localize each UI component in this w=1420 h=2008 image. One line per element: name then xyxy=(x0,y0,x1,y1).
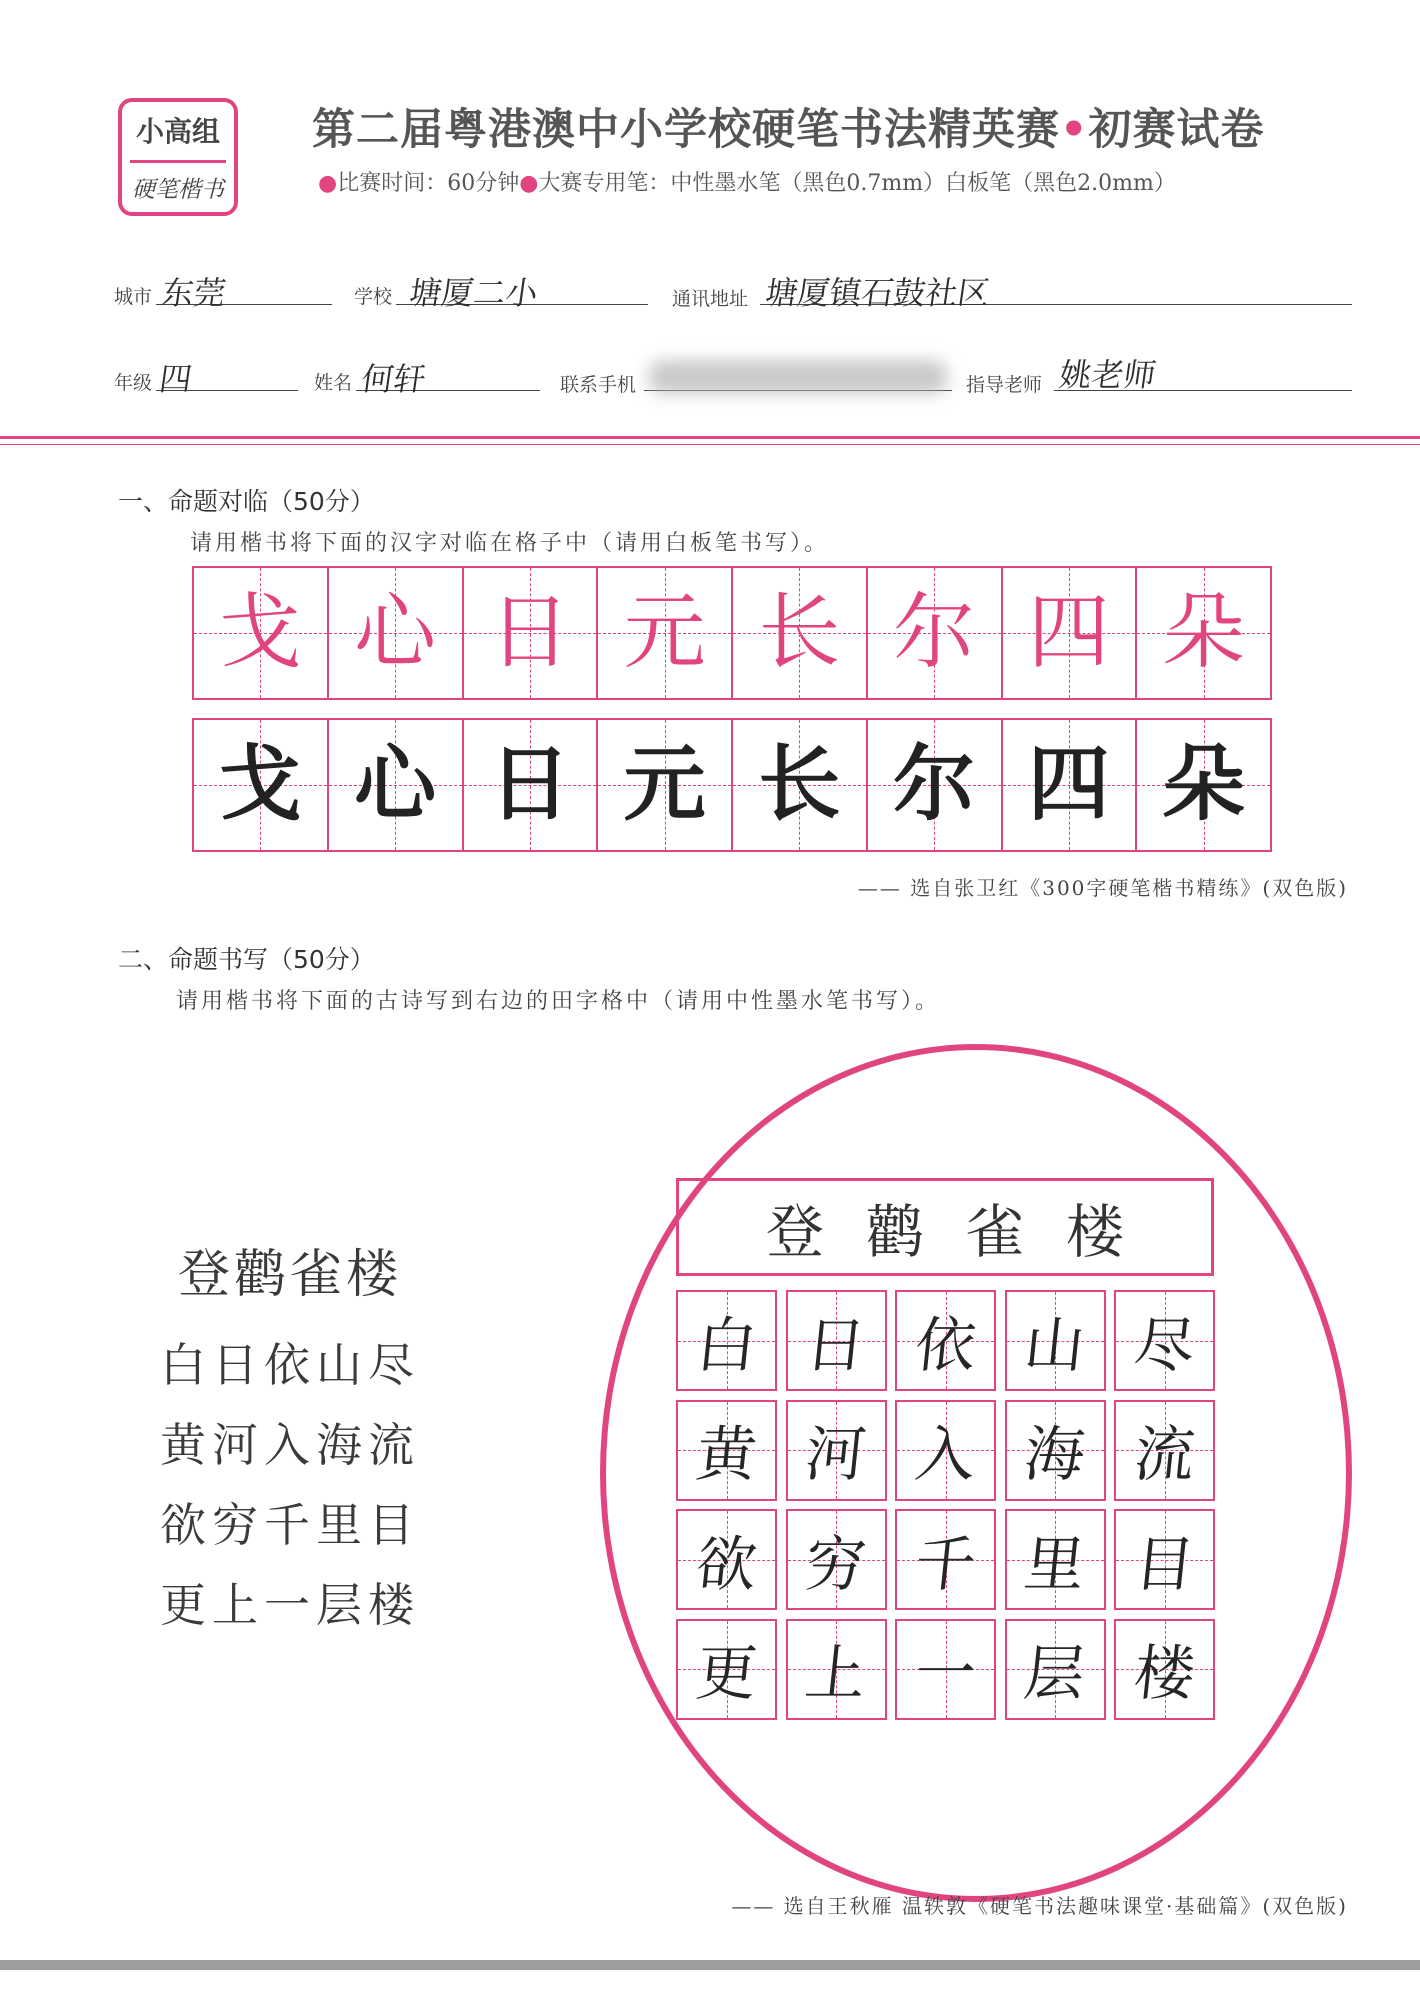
answer-cell[interactable] xyxy=(895,1290,996,1391)
character: 千 xyxy=(911,1529,979,1600)
character: 日 xyxy=(488,585,571,680)
student-cell[interactable] xyxy=(1137,720,1270,850)
address-label: 通讯地址 xyxy=(672,288,749,310)
character: 戈 xyxy=(219,585,302,680)
answer-cell[interactable] xyxy=(786,1619,887,1720)
section1-source: —— 选自张卫红《300字硬笔楷书精练》(双色版) xyxy=(857,876,1348,900)
school-label: 学校 xyxy=(354,286,393,308)
student-cell[interactable] xyxy=(868,720,1003,850)
grade-field[interactable]: 四 xyxy=(157,360,195,398)
footer-bar xyxy=(0,1960,1420,1970)
character: 入 xyxy=(911,1420,979,1490)
section1-heading: 一、命题对临（50分） xyxy=(118,487,375,516)
character: 海 xyxy=(1020,1420,1089,1490)
teacher-label: 指导老师 xyxy=(966,374,1043,396)
character: 一 xyxy=(911,1639,979,1709)
answer-cell[interactable] xyxy=(1005,1619,1106,1720)
poem-line: 欲穷千里目 xyxy=(160,1498,420,1552)
student-cell[interactable] xyxy=(329,720,464,850)
answer-cell[interactable] xyxy=(1114,1290,1215,1391)
model-cell[interactable] xyxy=(598,568,733,698)
section2-source: —— 选自王秋雁 温轶敦《硬笔书法趣味课堂·基础篇》(双色版) xyxy=(731,1894,1348,1918)
model-cell[interactable] xyxy=(733,568,868,698)
character: 元 xyxy=(623,737,706,832)
answer-cell[interactable] xyxy=(1114,1509,1215,1610)
model-cell[interactable] xyxy=(329,568,464,698)
poem-line: 黄河入海流 xyxy=(160,1418,420,1472)
character: 长 xyxy=(758,585,841,680)
bullet-icon: ● xyxy=(318,171,338,196)
page-title xyxy=(312,96,1264,157)
character: 戈 xyxy=(219,737,302,832)
answer-title-char: 雀 xyxy=(966,1198,1025,1266)
city-label: 城市 xyxy=(114,286,153,308)
answer-title-char: 鹳 xyxy=(865,1198,924,1266)
character: 里 xyxy=(1020,1529,1089,1600)
character: 上 xyxy=(801,1639,870,1709)
answer-cell[interactable] xyxy=(786,1400,887,1501)
answer-cell[interactable] xyxy=(676,1619,777,1720)
character: 河 xyxy=(801,1420,870,1490)
answer-title-box[interactable] xyxy=(676,1178,1214,1276)
grade-label: 年级 xyxy=(114,372,153,394)
answer-title-char: 登 xyxy=(765,1198,824,1266)
section2-instruction: 请用楷书将下面的古诗写到右边的田字格中（请用中性墨水笔书写）。 xyxy=(176,989,941,1014)
character: 心 xyxy=(354,585,437,680)
poem-model xyxy=(160,1232,480,1649)
section2-heading: 二、命题书写（50分） xyxy=(118,945,375,974)
poem-lines xyxy=(160,1329,480,1635)
student-cell[interactable] xyxy=(194,720,329,850)
answer-cell[interactable] xyxy=(1005,1290,1106,1391)
school-field[interactable]: 塘厦二小 xyxy=(407,274,541,312)
student-cell[interactable] xyxy=(733,720,868,850)
character: 层 xyxy=(1020,1639,1089,1709)
title-main: 第二届粤港澳中小学校硬笔书法精英赛 xyxy=(312,105,1060,155)
character: 尽 xyxy=(1130,1310,1198,1381)
character: 山 xyxy=(1020,1310,1089,1381)
character: 白 xyxy=(692,1310,760,1381)
title-dot: • xyxy=(1060,105,1089,155)
badge-group: 小高组 xyxy=(135,115,220,148)
category-badge xyxy=(118,98,238,216)
character: 日 xyxy=(488,737,571,832)
character: 黄 xyxy=(692,1420,760,1490)
model-cell[interactable] xyxy=(464,568,599,698)
student-cell[interactable] xyxy=(464,720,599,850)
student-row xyxy=(192,718,1272,852)
character: 长 xyxy=(758,737,841,832)
name-label: 姓名 xyxy=(314,372,353,394)
model-row xyxy=(192,566,1272,700)
character: 楼 xyxy=(1130,1639,1198,1709)
bullet-icon: ● xyxy=(519,171,539,196)
time-text: 比赛时间：60分钟 xyxy=(337,171,520,196)
character: 朵 xyxy=(1162,585,1245,680)
character: 流 xyxy=(1130,1420,1198,1490)
exam-rules xyxy=(318,166,1176,197)
city-field[interactable]: 东莞 xyxy=(159,274,229,312)
title-suffix: 初赛试卷 xyxy=(1088,105,1265,155)
badge-style: 硬笔楷书 xyxy=(132,176,224,203)
character: 欲 xyxy=(692,1529,760,1600)
answer-title-char: 楼 xyxy=(1066,1198,1125,1266)
answer-cell[interactable] xyxy=(676,1290,777,1391)
character: 穷 xyxy=(801,1529,870,1600)
address-field[interactable]: 塘厦镇石鼓社区 xyxy=(763,274,993,312)
student-cell[interactable] xyxy=(1003,720,1138,850)
answer-cell[interactable] xyxy=(1005,1400,1106,1501)
poem-line: 更上一层楼 xyxy=(160,1578,420,1632)
answer-cell[interactable] xyxy=(895,1509,996,1610)
answer-cell[interactable] xyxy=(895,1619,996,1720)
character: 四 xyxy=(1027,585,1110,680)
answer-cell[interactable] xyxy=(786,1509,887,1610)
answer-cell[interactable] xyxy=(1114,1619,1215,1720)
character: 四 xyxy=(1027,737,1110,832)
header-divider xyxy=(0,436,1420,439)
character: 朵 xyxy=(1162,737,1245,832)
character: 日 xyxy=(801,1310,870,1381)
answer-cell[interactable] xyxy=(895,1400,996,1501)
poem-line: 白日依山尽 xyxy=(160,1338,420,1392)
header-divider-thin xyxy=(0,444,1420,445)
model-cell[interactable] xyxy=(868,568,1003,698)
character: 依 xyxy=(911,1310,979,1381)
model-cell[interactable] xyxy=(194,568,329,698)
character: 目 xyxy=(1130,1529,1198,1600)
answer-cell[interactable] xyxy=(676,1400,777,1501)
answer-cell[interactable] xyxy=(1005,1509,1106,1610)
character: 尔 xyxy=(893,737,976,832)
character: 元 xyxy=(623,585,706,680)
phone-label: 联系手机 xyxy=(560,374,637,396)
teacher-field[interactable]: 姚老师 xyxy=(1057,356,1159,394)
character: 心 xyxy=(354,737,437,832)
student-cell[interactable] xyxy=(598,720,733,850)
section1-instruction: 请用楷书将下面的汉字对临在格子中（请用白板笔书写）。 xyxy=(190,531,830,556)
name-field[interactable]: 何轩 xyxy=(359,360,429,398)
phone-redaction xyxy=(648,360,948,394)
answer-cell[interactable] xyxy=(1114,1400,1215,1501)
answer-cell[interactable] xyxy=(786,1290,887,1391)
model-cell[interactable] xyxy=(1003,568,1138,698)
model-cell[interactable] xyxy=(1137,568,1270,698)
pen-text: 大赛专用笔：中性墨水笔（黑色0.7mm）白板笔（黑色2.0mm） xyxy=(538,171,1176,196)
character: 更 xyxy=(692,1639,760,1709)
answer-cell[interactable] xyxy=(676,1509,777,1610)
poem-title: 登鹳雀楼 xyxy=(178,1245,403,1305)
character: 尔 xyxy=(893,585,976,680)
